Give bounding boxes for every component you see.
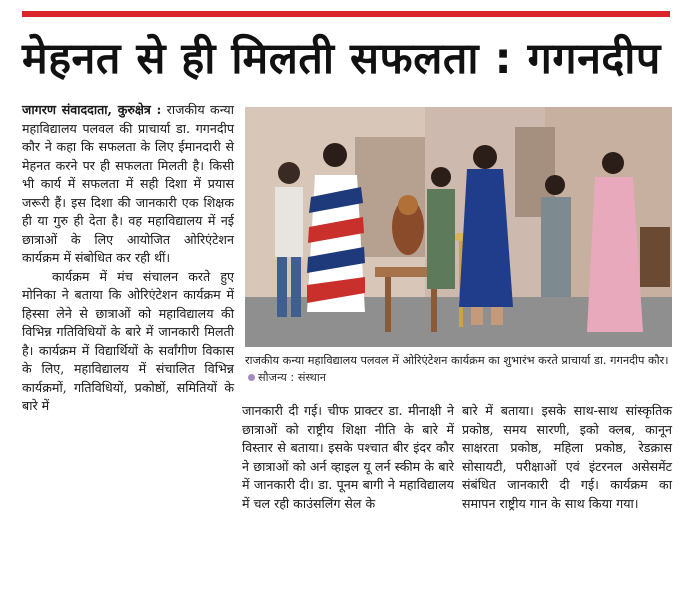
- photo-credit: सौजन्य : संस्थान: [258, 371, 327, 384]
- article-column-3: [462, 402, 672, 513]
- top-red-rule: [22, 11, 670, 17]
- photo-caption: [245, 352, 673, 386]
- news-photo: [245, 107, 672, 347]
- paragraph-1: [22, 101, 234, 268]
- headline: मेहनत से ही मिलती सफलता : गगनदीप: [22, 34, 661, 84]
- article-column-2: [242, 402, 454, 513]
- article-column-1: [22, 101, 234, 416]
- credit-dot-icon: [248, 374, 255, 381]
- paragraph-2: कार्यक्रम में मंच संचालन करते हुए मोनिका ने बताया कि ओरिएंटेशन कार्यक्रम में हिस्सा लेने से छात्राओं को महाविद्यालय की विभिन्न गतिविधियों के बारे में जानकारी मिलती है। कार्यक्रम में विद्यार्थियों के सर्वांगीण विकास के लिए, महाविद्यालय में संचालित विभिन्न कार्यक्रमों, गतिविधियों, प्रकोष्ठों, समितियों के बारे में: [22, 268, 234, 413]
- byline: जागरण संवाददाता, कुरुक्षेत्र :: [22, 102, 162, 117]
- caption-text: राजकीय कन्या महाविद्यालय पलवल में ओरिएंटेशन कार्यक्रम का शुभारंभ करते प्राचार्या डा. गगनदीप कौर।: [245, 354, 669, 367]
- column-2-text: जानकारी दी गई। चीफ प्राक्टर डा. मीनाक्षी ने छात्राओं को राष्ट्रीय शिक्षा नीति के बारे में विस्तार से बताया। इसके पश्चात बीर इंदर कौर ने छात्राओं को अर्न व्हाइल यू लर्न स्कीम के बारे में जानकारी दी। डा. पूनम बागी ने महाविद्यालय में चल रही काउंसलिंग सेल के: [242, 403, 454, 511]
- paragraph-1-text: राजकीय कन्या महाविद्यालय पलवल की प्राचार्या डा. गगनदीप कौर ने कहा कि सफलता के लिए ईमानदारी से मेहनत करने पर ही सफलता मिलती है। किसी भी कार्य में सफलता में सही दिशा में प्रयास जरूरी हैं। इस दिशा की जानकारी एक शिक्षक ही या गुरु ही देता है। वह महाविद्यालय में नई छात्राओं के लिए आयोजित ओरिएंटेशन कार्यक्रम में संबोधित कर रही थीं।: [22, 102, 234, 265]
- photo-illustration: [245, 107, 672, 347]
- column-3-text: बारे में बताया। इसके साथ-साथ सांस्कृतिक प्रकोष्ठ, समय सारणी, इको क्लब, कानून साक्षरता प्रकोष्ठ, महिला प्रकोष्ठ, रेडक्रास सोसायटी, परीक्षाओं एवं इंटरनल असेसमेंट संबंधित जानकारी दी गई। कार्यक्रम का समापन राष्ट्रीय गान के साथ किया गया।: [462, 403, 672, 511]
